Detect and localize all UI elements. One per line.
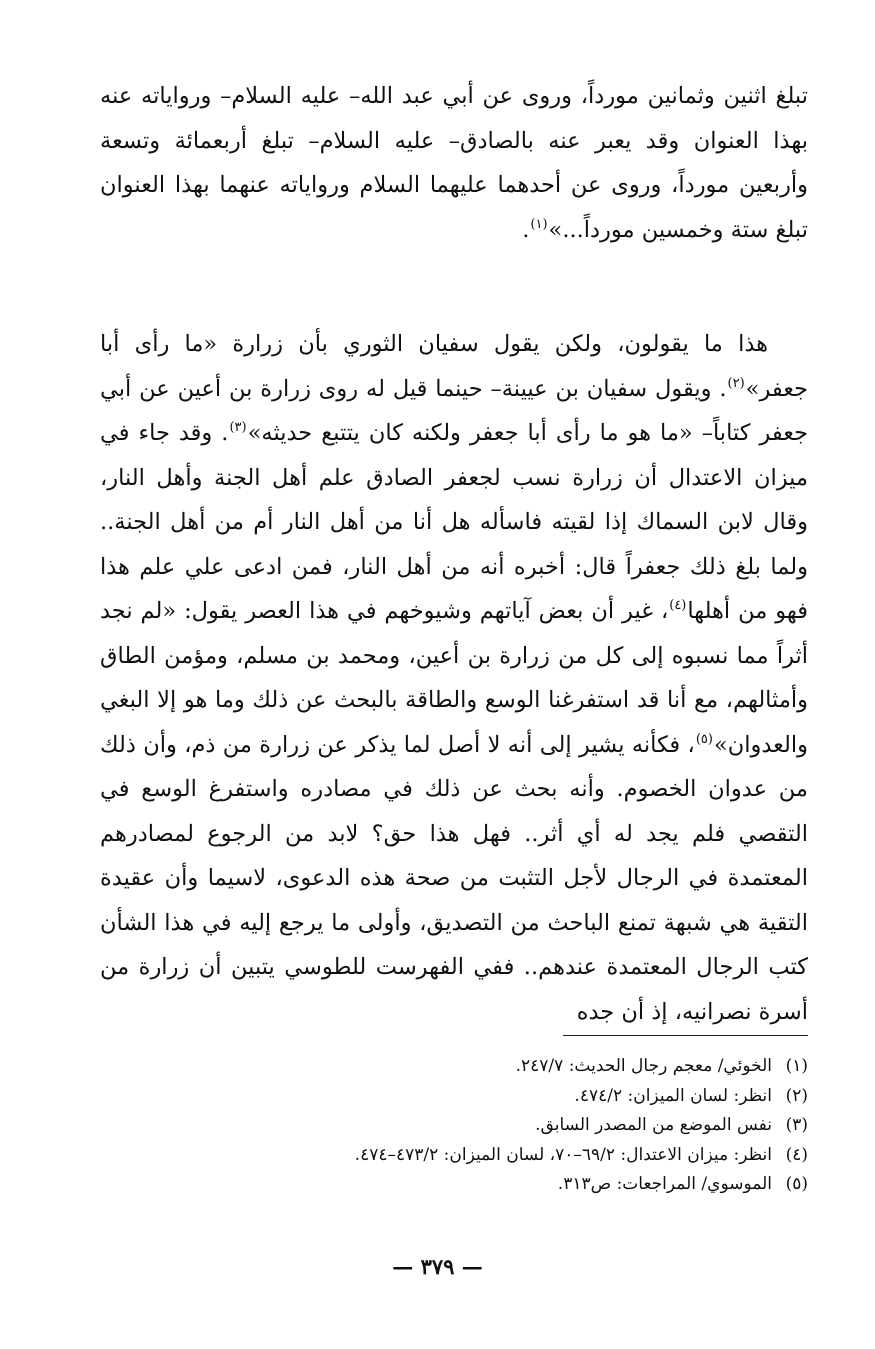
paragraph-2-segment-3: . وقد جاء في ميزان الاعتدال أن زرارة نسب لجعفر الصادق علم أهل الجنة وأهل النار، وقال لابن السماك إذا لقيته فاسأله هل أنا من أهل النار أم من أهل الجنة.. ولما بلغ ذلك جعفراً قال: أخبره أنه من أهل النار، فمن ادعى علي علم هذا فهو من أهلها	[100, 420, 808, 624]
body-paragraph-1	[100, 74, 808, 252]
paragraph-1-text: تبلغ اثنين وثمانين مورداً، وروى عن أبي عبد الله– عليه السلام– ورواياته عنه بهذا العنوان وقد يعبر عنه بالصادق– عليه السلام– تبلغ أربعمائة وتسعة وأربعين مورداً، وروى عن أحدهما عليهما السلام ورواياته عنهما بهذا العنوان تبلغ ستة وخمسين مورداً...»	[100, 83, 808, 243]
footnote-text: انظر: لسان الميزان: ٤٧٤/٢.	[574, 1085, 772, 1106]
footnote-number: (٢)	[785, 1085, 808, 1106]
body-paragraph-2	[100, 322, 808, 1034]
footnote-number: (٤)	[785, 1144, 808, 1165]
footnote-text: الموسوي/ المراجعات: ص٣١٣.	[557, 1174, 772, 1194]
footnote-number: (٥)	[785, 1174, 808, 1194]
paragraph-2-segment-5: ، فكأنه يشير إلى أنه لا أصل لما يذكر عن زرارة من ذم، وأن ذلك من عدوان الخصوم. وأنه بحث عن ذلك في مصادره واستفرغ الوسع في التقصي فلم يجد له أي أثر.. فهل هذا حق؟ لابد من الرجوع لمصادرهم المعتمدة في الرجال لأجل التثبت من صحة هذه الدعوى، لاسيما وأن عقيدة التقية هي شبهة تمنع الباحث من التصديق، وأولى ما يرجع إليه في هذا الشأن كتب الرجال المعتمدة عندهم.. ففي الفهرست للطوسي يتبين أن زرارة من أسرة نصرانيه، إذ أن جده	[100, 731, 808, 1025]
footnote-ref-5: (٥)	[695, 731, 713, 747]
footnote-number: (٣)	[785, 1115, 808, 1135]
paragraph-2-segment-1: هذا ما يقولون، ولكن يقول سفيان الثوري بأن زرارة «ما رأى أبا جعفر»	[100, 331, 808, 402]
footnote-ref-2: (٢)	[727, 375, 745, 391]
footnote-ref-3: (٣)	[229, 420, 247, 435]
page-number: — ٣٧٩ —	[392, 1254, 483, 1279]
footnote-separator	[563, 1035, 808, 1036]
footnote-1	[180, 1052, 808, 1082]
footnote-ref-4: (٤)	[669, 598, 687, 613]
footnote-text: الخوئي/ معجم رجال الحديث: ٢٤٧/٧.	[515, 1056, 772, 1076]
footnote-4	[180, 1141, 808, 1171]
paragraph-1-end: .	[522, 216, 530, 243]
footnote-3	[180, 1111, 808, 1141]
footnote-text: انظر: ميزان الاعتدال: ٦٩/٢–٧٠، لسان الميزان: ٤٧٣/٢–٤٧٤.	[354, 1144, 772, 1165]
footnote-5	[180, 1170, 808, 1200]
footnote-number: (١)	[785, 1056, 808, 1076]
footnote-text: نفس الموضع من المصدر السابق.	[535, 1115, 772, 1135]
footnotes-list	[180, 1052, 808, 1200]
paragraph-2-segment-4: ، غير أن بعض آياتهم وشيوخهم في هذا العصر يقول: «لم نجد أثراً مما نسبوه إلى كل من زرارة بن أعين، ومحمد بن مسلم، ومؤمن الطاق وأمثالهم، مع أنا قد استفرغنا الوسع والطاقة بالبحث عن ذلك وما هو إلا البغي والعدوان»	[100, 598, 808, 758]
footnote-2	[180, 1082, 808, 1112]
footnote-ref-1: (١)	[530, 216, 548, 232]
paragraph-2-segment-2: . ويقول سفيان بن عيينة– حينما قيل له روى زرارة بن أعين عن أبي جعفر كتاباً– «ما هو ما رأى أبا جعفر ولكنه كان يتتبع حديثه»	[100, 375, 808, 446]
